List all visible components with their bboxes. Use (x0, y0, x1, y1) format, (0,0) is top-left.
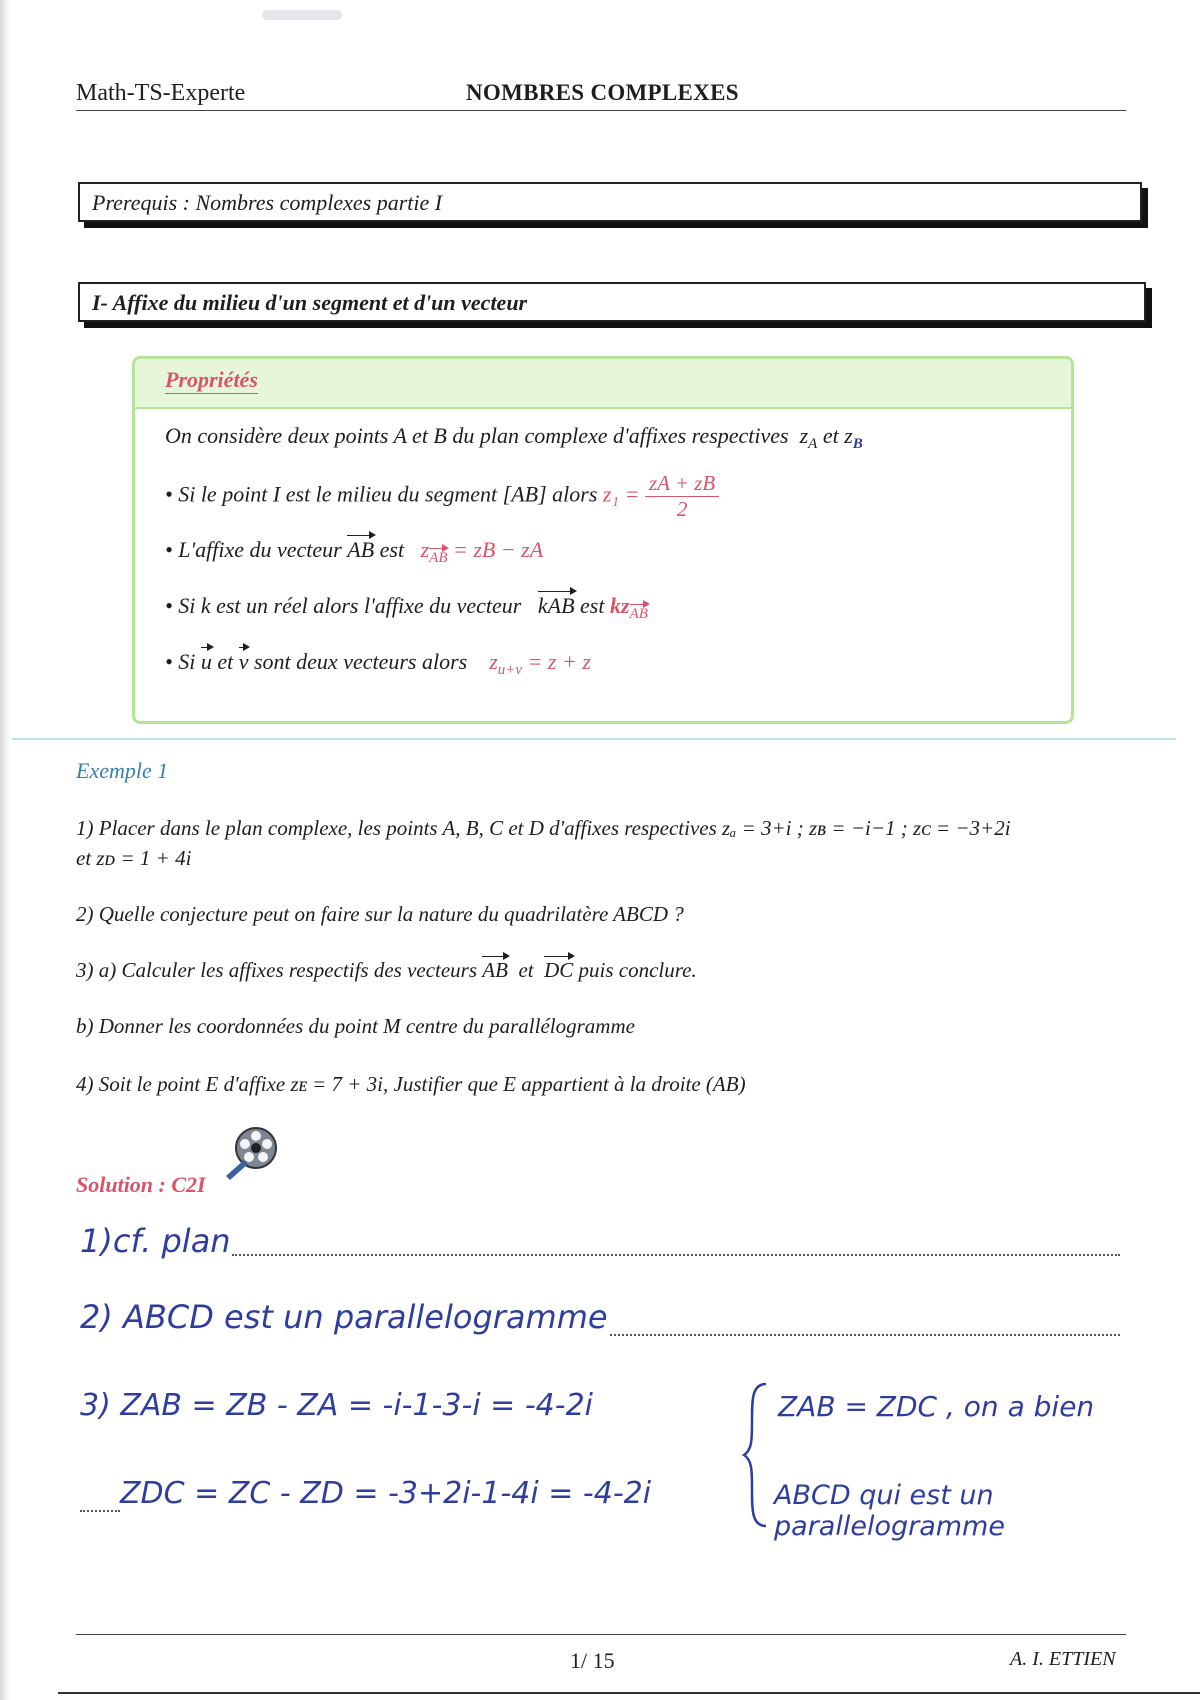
solution-title: Solution : C2I (76, 1172, 206, 1197)
answer-line-1: 1)cf. plan (80, 1222, 231, 1260)
brace-line-2: ABCD qui est un parallelogramme (774, 1480, 1005, 1542)
answer-line-2: 2) ABCD est un parallelogramme (80, 1298, 608, 1336)
footer-rule (76, 1634, 1126, 1635)
question-4: 4) Soit le point E d'affixe zᴇ = 7 + 3i, Justifier que E appartient à la droite (AB) (76, 1072, 746, 1096)
answer-dots-2 (610, 1334, 1120, 1336)
brace-line-1: ZAB = ZDC , on a bien (778, 1390, 1095, 1423)
properties-header (135, 359, 1071, 409)
property-sum: • Si u et v sont deux vecteurs alors $z_{u+v} = z + z$ (165, 649, 591, 678)
answer-dots-4 (80, 1510, 120, 1512)
section-separator (12, 738, 1176, 740)
property-vector-affix: • L'affixe du vecteur AB est zAB = zB − zA (165, 537, 544, 566)
example-title: Exemple 1 (76, 758, 169, 783)
question-1-cont: et zᴅ = 1 + 4i (76, 846, 192, 870)
film-reel-icon[interactable] (222, 1124, 282, 1187)
properties-title: Propriétés (165, 367, 258, 392)
header-course: Math-TS-Experte (76, 80, 246, 106)
footer-author: A. I. ETTIEN (1010, 1648, 1116, 1670)
properties-box (132, 356, 1074, 724)
scan-smudge (262, 10, 342, 20)
page-edge-shadow (0, 0, 10, 1700)
page-bottom-edge (58, 1692, 1200, 1694)
question-3a: 3) a) Calculer les affixes respectifs des vecteurs AB et DC puis conclure. (76, 958, 697, 982)
midpoint-lhs: z₁ = (602, 481, 640, 507)
section-heading-box (78, 282, 1146, 322)
curly-brace (740, 1380, 770, 1530)
question-2: 2) Quelle conjecture peut on faire sur la nature du quadrilatère ABCD ? (76, 902, 684, 926)
property-midpoint: • Si le point I est le milieu du segment [AB] alors z₁ = $\frac{zA + zB}{2}$ (165, 471, 719, 522)
midpoint-fraction: $\frac{zA + zB}{2}$ (645, 471, 719, 522)
section-heading: I- Affixe du milieu d'un segment et d'un vecteur (92, 290, 528, 315)
property-scalar: • Si k est un réel alors l'affixe du vecteur kAB est kzAB (165, 593, 648, 622)
prereq-box (78, 182, 1142, 222)
answer-dots-1 (232, 1254, 1120, 1256)
prereq-text: Prerequis : Nombres complexes partie I (92, 190, 443, 215)
answer-line-3: 3) ZAB = ZB - ZA = -i-1-3-i = -4-2i (80, 1388, 594, 1423)
header-rule (76, 110, 1126, 111)
question-1: 1) Placer dans le plan complexe, les points A, B, C et D d'affixes respectives zₐ = 3+i ; zʙ = −i−1 ; zᴄ = −3+2i (76, 816, 1011, 840)
properties-intro: On considère deux points A et B du plan complexe d'affixes respectives $z_A$ et $z_B$ (165, 423, 863, 452)
header-title: NOMBRES COMPLEXES (466, 80, 739, 105)
page-number: 1/ 15 (570, 1648, 615, 1673)
question-3b: b) Donner les coordonnées du point M centre du parallélogramme (76, 1014, 635, 1038)
answer-line-4: ZDC = ZC - ZD = -3+2i-1-4i = -4-2i (120, 1476, 652, 1511)
